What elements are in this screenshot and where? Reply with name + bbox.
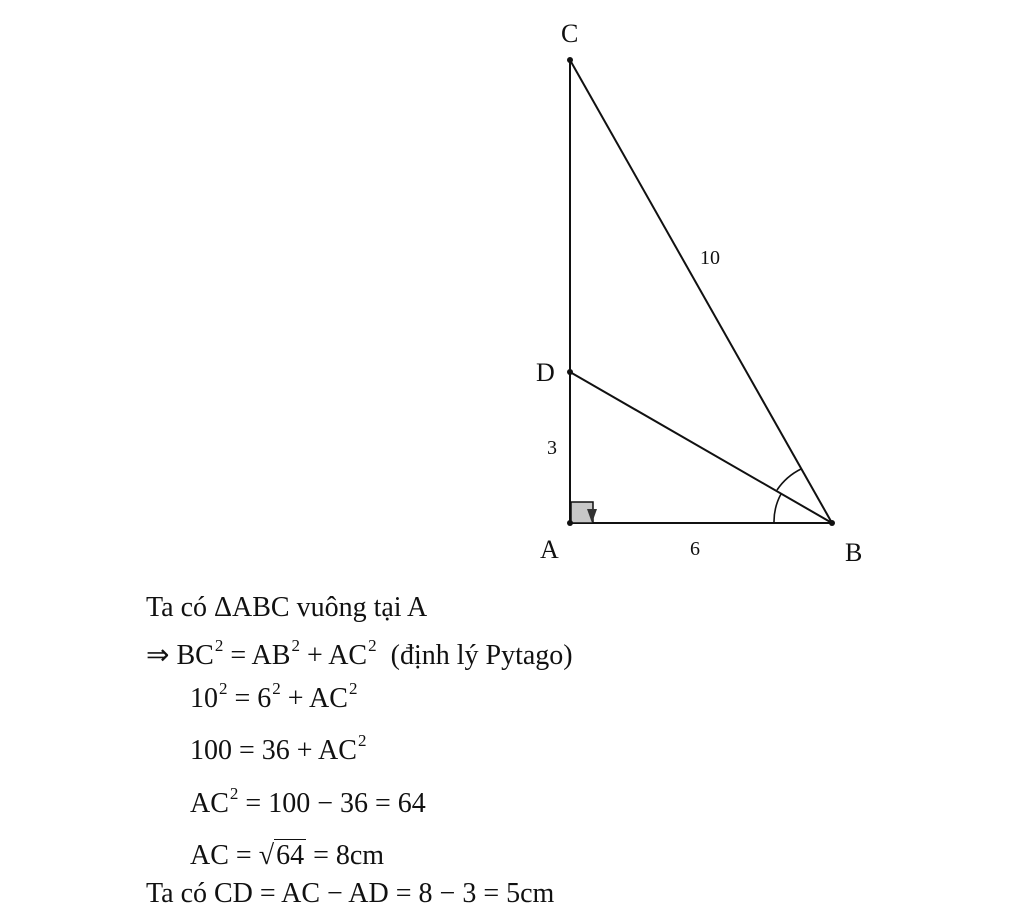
- l4-exp: 2: [357, 730, 367, 750]
- solution-line-4: [190, 730, 367, 767]
- l2-exp-1: 2: [214, 635, 224, 655]
- l2-eq: = AB: [223, 640, 291, 671]
- label-c: C: [561, 19, 579, 48]
- solution-line-3: [190, 678, 358, 715]
- l5-exp: 2: [229, 783, 239, 803]
- l3-base: 10: [190, 683, 218, 714]
- angle-arc-abd: [774, 494, 781, 523]
- label-a: A: [540, 535, 559, 564]
- point-a: [567, 520, 573, 526]
- solution-line-1: Ta có ΔABC vuông tại A: [146, 592, 428, 623]
- l5-rest: = 100 − 36 = 64: [238, 788, 426, 819]
- l2-prefix: ⇒ BC: [146, 640, 214, 671]
- l3-mid: = 6: [227, 683, 272, 714]
- l6-prefix: AC =: [190, 840, 259, 871]
- l2-exp-2: 2: [291, 635, 300, 655]
- l3-exp-3: 2: [348, 678, 358, 698]
- point-d: [567, 369, 573, 375]
- l4-text: 100 = 36 + AC: [190, 735, 357, 766]
- label-d: D: [536, 358, 555, 387]
- label-b: B: [845, 538, 863, 567]
- sqrt-icon: √: [258, 840, 275, 871]
- l5-prefix: AC: [190, 788, 229, 819]
- l2-exp-3: 2: [368, 635, 377, 655]
- segment-bd: [570, 372, 832, 523]
- l6-radical: 64: [276, 840, 305, 871]
- length-ab: 6: [690, 538, 700, 560]
- solution-line-2: [146, 635, 573, 672]
- solution-line-5: [190, 783, 426, 820]
- point-c: [567, 57, 573, 63]
- l3-plus: + AC: [280, 683, 348, 714]
- solution-line-6: [190, 840, 384, 872]
- angle-arc-dbc: [777, 469, 801, 490]
- l2-note: (định lý Pytago): [390, 640, 573, 671]
- length-ad: 3: [547, 437, 557, 459]
- l6-rest: = 8cm: [306, 840, 385, 871]
- l2-plus: + AC: [299, 640, 368, 671]
- l3-exp-2: 2: [272, 678, 281, 698]
- l3-exp-1: 2: [219, 678, 228, 698]
- solution-line-7: Ta có CD = AC − AD = 8 − 3 = 5cm: [146, 878, 555, 909]
- length-bc: 10: [700, 247, 720, 269]
- point-b: [829, 520, 835, 526]
- side-bc: [570, 60, 832, 523]
